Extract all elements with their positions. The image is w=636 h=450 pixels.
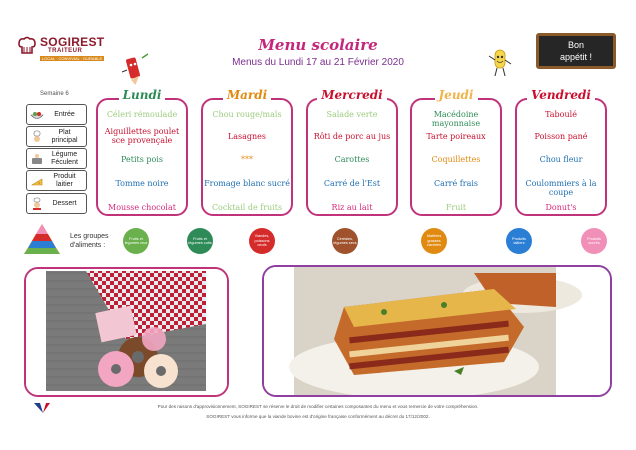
day-title-lundi [96,88,188,102]
course-label: Plat principal [51,128,78,144]
brand-name: SOGIREST [40,35,105,49]
dish-plat: Lasagnes [227,132,267,141]
dish-laitier: Carré frais [433,179,479,188]
course-label: Entrée [54,110,75,118]
dish-entree: Chou rouge/maïs [212,110,282,119]
character-mascot-icon [487,46,513,78]
course-label: Dessert [52,199,77,207]
cheese-icon [30,174,44,188]
day-title-vendredi [515,88,607,102]
dish-dessert: Donut's [545,203,577,212]
dish-legume: *** [241,155,253,164]
day-name: Mercredi [317,88,386,102]
dish-dessert: Fruit [445,203,467,212]
day-title-jeudi [410,88,502,102]
day-title-mercredi [306,88,398,102]
dish-legume: Petits pois [121,155,163,164]
dish-legume: Carottes [334,155,370,164]
course-dessert [26,193,87,214]
day-column-jeudi [410,98,502,216]
cooking-icon [30,152,44,166]
brand-tagline: LOCAL · CONVIVIAL · DURABLE [42,56,103,61]
dish-plat: Poisson pané [534,132,588,141]
footer-disclaimer: Pour des raisons d'approvisionnement, SOGIREST se réserve le droit de modifier certaines composantes du menu et vous remercie de votre compréhension. [157,404,479,409]
board-line1: Bon [567,40,584,50]
dish-dessert: Mousse chocolat [108,203,176,212]
course-label: Produit laitier [53,172,76,188]
week-label: Semaine 6 [40,91,69,97]
page-title: Menu scolaire [258,36,378,54]
dish-laitier: Tomme noire [115,179,169,188]
day-column-vendredi [515,98,607,216]
dish-plat: Rôti de porc au jus [313,132,391,141]
chef-icon [30,130,44,144]
day-column-mardi [201,98,293,216]
food-group-produits-laitiers: Produits laitiers [506,228,532,254]
salad-icon [30,108,44,122]
day-title-mardi [201,88,293,102]
donuts-photo [26,269,229,397]
brand-sub: TRAITEUR [48,48,83,54]
day-column-lundi [96,98,188,216]
day-name: Mardi [223,88,271,102]
food-group-cereales: Céréales, légumes secs [332,228,358,254]
pencil-mascot-icon [120,52,150,86]
dish-legume: Coquillettes [431,155,481,164]
board-line2: appétit ! [559,52,593,62]
food-groups-label-line1: Les groupes [70,233,109,240]
day-name: Lundi [119,88,166,102]
course-label: Légume Féculent [51,150,78,166]
dish-dessert: Riz au lait [331,203,373,212]
food-groups-label [70,232,109,250]
dish-laitier: Carré de l'Est [323,179,381,188]
dish-entree: Salade verte [326,110,378,119]
food-group-fruits-legumes-crus: Fruits et légumes crus [123,228,149,254]
dish-legume: Chou fleur [539,155,583,164]
course-legume-feculent [26,148,87,169]
dish-entree: Macédoine mayonnaise [431,110,481,128]
dessert-chef-icon [30,197,44,211]
day-name: Vendredi [527,88,595,102]
dish-dessert: Cocktail de fruits [211,203,283,212]
food-pyramid-icon [22,222,62,256]
food-group-viandes: Viandes, poissons oeufs [249,228,275,254]
course-plat-principal [26,126,87,147]
dish-entree: Céleri rémoulade [106,110,178,119]
donuts-photo-panel [24,267,229,397]
bon-appetit-board [536,33,616,69]
course-produit-laitier [26,170,87,191]
dish-plat: Aiguillettes poulet sce provençale [104,127,180,145]
day-column-mercredi [306,98,398,216]
dish-entree: Taboulé [545,110,577,119]
dish-plat: Tarte poireaux [426,132,486,141]
food-group-matieres-grasses: Matières grasses cachées [421,228,447,254]
footer-origin-notice: SOGIREST vous informe que la viande bovine est d'origine française conformément au décret du 17/12/2002. [206,414,430,419]
lasagna-photo-panel [262,265,612,397]
dish-laitier: Fromage blanc sucré [204,179,290,188]
day-name: Jeudi [435,88,478,102]
page-subtitle: Menus du Lundi 17 au 21 Février 2020 [232,57,404,68]
course-entree [26,104,87,125]
dish-laitier: Coulommiers à la coupe [525,179,597,197]
food-groups-label-line2: d'aliments : [70,242,106,249]
food-group-produits-sucres: Produits sucrés [581,228,607,254]
lasagna-photo [264,267,612,397]
food-group-fruits-legumes-cuits: Fruits et légumes cuits [187,228,213,254]
